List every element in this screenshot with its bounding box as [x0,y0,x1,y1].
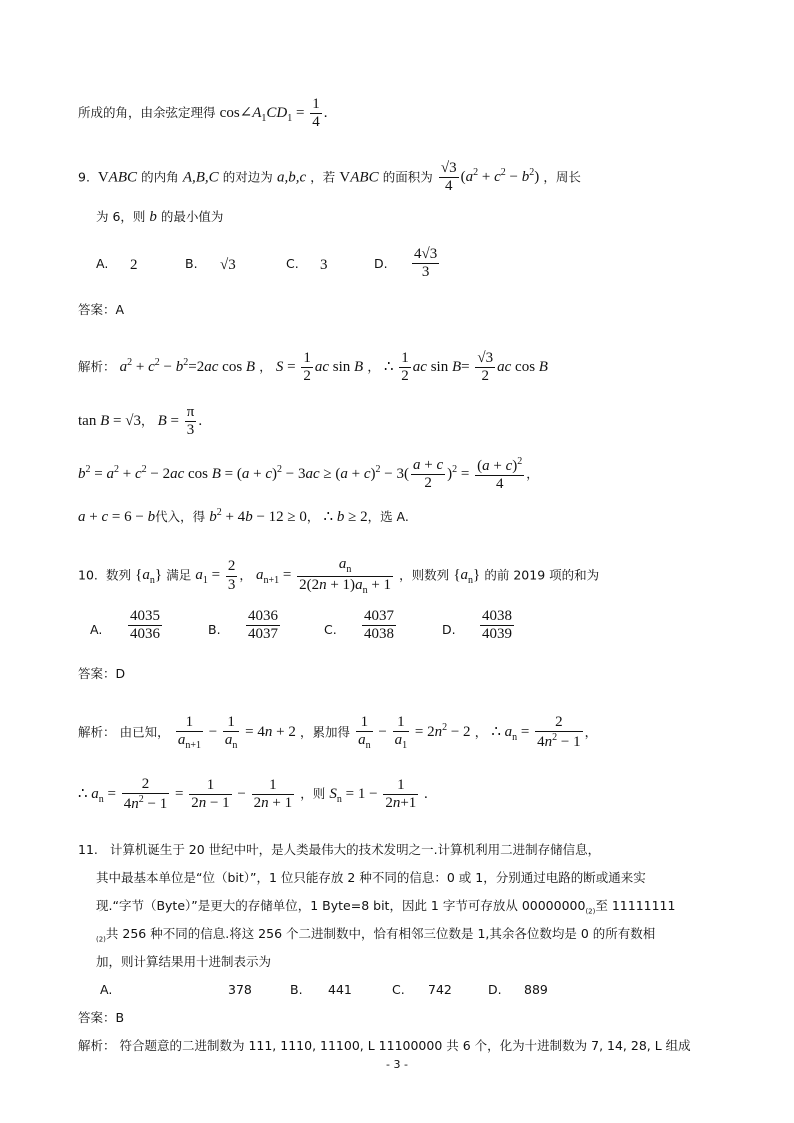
q11-opt-c-label: C. [392,982,405,997]
q10-number: 10. [78,567,98,583]
q9-opt-d-label: D. [374,256,388,271]
q10-stem: 10. 数列 $\{a_n\}$ 满足 $a_1$ = $\frac{2}{3}$ ， $a_{n+1}$ = $\frac{a_n}{2(2n + 1)a_n + 1}$ ，则数列 $\{a_n\}$ 的前 2019 项的和为 [78,556,600,596]
q9-triangle: VABC [94,169,138,186]
q10-opt-d-label: D. [442,622,456,637]
q9-line2: 为 6，则 b 的最小值为 [96,209,224,225]
q9-opt-d: $\frac{4√3}{3}$ [414,246,438,281]
q11-line4 [96,928,655,944]
top-formula: $\cos\angle A_1CD_1$ = $\frac{1}{4}$ [219,96,320,131]
q11-opt-d: 889 [524,982,548,997]
q9-angles: A,B,C [182,169,219,186]
q9-triangle2: VABC [339,169,379,186]
q10-opt-a-label: A. [90,622,103,637]
q11-line4-text: 共 256 种不同的信息.将这 256 个二进制数中，恰有相邻三位数是 1,其余各位数均是 0 的所有数相 [105,926,656,941]
q9-opt-b-label: B. [185,256,198,271]
q11-number: 11. [78,842,98,857]
q10-analysis-label: 解析： [78,724,116,740]
q10-opt-a: $\frac{4035}{4036}$ [130,608,160,643]
q9-number: 9. [78,169,90,185]
q11-analysis: 解析： 符合题意的二进制数为 111, 1110, 11100, L 11100000 共 6 个，化为十进制数为 7, 14, 28, L 组成 [78,1038,691,1053]
page-number: - 3 - [386,1058,408,1071]
q9-area-expr: $(a^2 + c^2 - b^2)$ [460,167,540,186]
q9-sol3: $b^2 = a^2 + c^2 - 2ac$ $\cos B = (a + c)^2 - 3ac \ge (a + c)^2 - 3$( $\frac{a + c}{2}$ )$^2$ = $\frac{(a + c)^2}{4}$ ， [78,456,539,493]
q9-text-mid2: 的对边为 [222,169,273,185]
q10-sol2: ∴ $a_n$ = $\frac{2}{4n^2 - 1}$ = $\frac{1}{2n - 1}$ − $\frac{1}{2n + 1}$ ，则 $S_n = 1$ − $\frac{1}{2n+1}$ . [78,776,428,813]
q10-opt-c: $\frac{4037}{4038}$ [364,608,394,643]
top-end: . [323,105,328,122]
q11-answer: 答案：B [78,1010,125,1025]
q9-opt-c: 3 [320,257,328,273]
q9-text-mid: 的内角 [141,169,179,185]
q11-line3 [96,900,675,916]
q9-text-mid3: ，若 [310,169,336,185]
q9-sides: a,b,c [276,169,307,186]
q9-opt-a: 2 [130,257,138,273]
q10-sol1: 解析： 由已知， $\frac{1}{a_{n+1}}$ − $\frac{1}{a_n}$ = 4n + 2 ，累加得 $\frac{1}{a_n}$ − $\frac{1}{a_1}$ = $2n^2 - 2$ ， ∴ $a_n$ = $\frac{2}{4n^2 - 1}$ ， [78,714,598,752]
q9-text-b: ，周长 [543,169,581,185]
q11-line1 [78,844,600,857]
q11-opt-c: 742 [428,982,452,997]
q10-answer: 答案：D [78,666,126,681]
q10-opt-b-label: B. [208,622,221,637]
q11-line5: 加，则计算结果用十进制表示为 [96,954,272,969]
q11-line2: 其中最基本单位是“位（bit）”，1 位只能存放 2 种不同的信息：0 或 1，分别通过电路的断或通来实 [96,870,646,885]
q11-opt-b: 441 [328,982,352,997]
q9-sol4: a + c = 6 − b代入，得 $b^2 + 4b - 12 \ge 0$， ∴ b ≥ 2，选 A. [78,507,409,525]
q9-opt-b: √3 [220,257,236,273]
top-text: 所成的角，由余弦定理得 [78,105,216,121]
q10-opt-d: $\frac{4038}{4039}$ [482,608,512,643]
q11-text1: 计算机诞生于 20 世纪中叶，是人类最伟大的技术发明之一.计算机利用二进制存储信息， [109,842,601,857]
q9-text-mid4: 的面积为 [382,169,433,185]
q9-area-frac: $\frac{√3}{4}$ [440,160,457,195]
q11-opt-b-label: B. [290,982,303,997]
q9-sol2: tan B = √3， B = $\frac{\pi}{3}$ . [78,404,203,439]
q9-analysis-label: 解析： [78,359,116,375]
q9-opt-a-label: A. [96,256,109,271]
top-line [78,96,327,132]
q9-opt-c-label: C. [286,256,299,271]
q11-line3-a: 现.“字节（Byte）”是更大的存储单位，1 Byte=8 bit，因此 1 字节可存放从 00000000 [96,898,586,913]
q9-stem [78,160,581,196]
q10-opt-c-label: C. [324,622,337,637]
q11-line3-b: 至 11111111 [595,898,676,913]
q9-answer: 答案：A [78,302,125,317]
q11-opt-a: 378 [228,982,252,997]
q11-sub2: (2) [585,907,596,916]
q11-opt-d-label: D. [488,982,502,997]
q10-opt-b: $\frac{4036}{4037}$ [248,608,278,643]
q11-sub2b: (2) [96,935,106,944]
q11-opt-a-label: A. [100,982,113,997]
q9-sol1: 解析： $a^2 + c^2 - b^2=2ac$ cos B ， S = $\frac{1}{2}$ ac sin B ， ∴ $\frac{1}{2}$ ac sin B= $\frac{√3}{2}$ ac cos B [78,350,548,385]
